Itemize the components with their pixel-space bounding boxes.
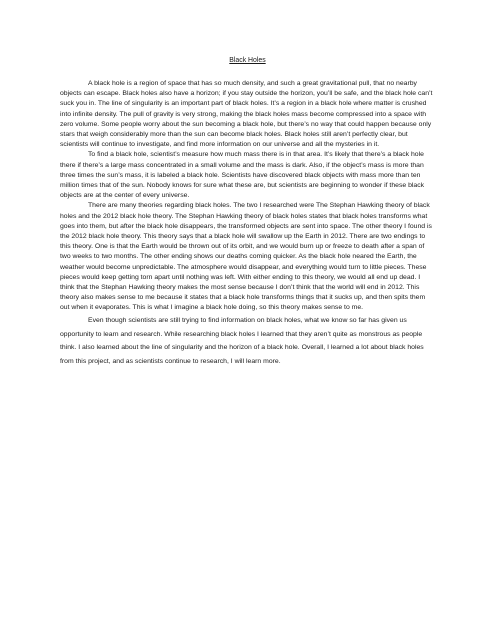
paragraph-conclusion: Even though scientists are still trying to find information on black holes, what we know so far has given us opportunity to learn and research. While researching black holes I learned that they aren’t quite as monstrous as people think. I also learned about the line of singularity and the horizon of a black hole. Overall, I learned a lot about black holes from this project, and as scientists continue to research, I will learn more. — [60, 316, 424, 366]
paragraph-definition: A black hole is a region of space that has so much density, and such a great gravitational pull, that no nearby objects can escape. Black holes also have a horizon; if you stay outside the horizon, you’ll be safe, and the black hole can’t suck you in. The line of singularity is an important part of black holes. It’s a region in a black hole where matter is crushed into infinite density. The pull of gravity is very strong, making the black holes mass become compressed into a space with zero volume. Some people worry about the sun becoming a black hole, but there’s no way that could happen because only stars that weigh considerably more than the sun can become black holes. Black holes still aren’t perfectly clear, but scientists will continue to investigate, and find more information on our universe and all the mysteries in it. — [60, 80, 433, 149]
document-title: Black Holes — [229, 57, 266, 64]
paragraph-finding-black-holes: To find a black hole, scientist’s measure how much mass there is in that area. It’s likely that there’s a black hole there if there’s a large mass concentrated in a small volume and the mass is dark. Also, if the object’s mass is more than three times the sun’s mass, it is labeled a black hole. Scientists have discovered black objects with mass more than ten million times that of the sun. Nobody knows for sure what these are, but scientists are beginning to wonder if these black objects are at the center of every universe. — [60, 151, 425, 200]
paragraph-theories: There are many theories regarding black holes. The two I researched were The Stephan Hawking theory of black holes and the 2012 black hole theory. The Stephan Hawking theory of black holes states that black holes transforms what goes into them, but after the black hole disappears, the transformed objects are sent into space. The other theory I found is the 2012 black hole theory. This theory says that a black hole will swallow up the Earth in 2012. There are two endings to this theory. One is that the Earth would be thrown out of its orbit, and we would burn up or freeze to death after a span of two weeks to two months. The other ending shows our deaths coming quicker. As the black hole neared the Earth, the weather would become unpredictable. The atmosphere would disappear, and everything would turn to little pieces. These pieces would keep getting torn apart until nothing was left. With either ending to this theory, we would all end up dead. I think that the Stephan Hawking theory makes the most sense because I don’t think that the world will end in 2012. This theory also makes sense to me because it states that a black hole transforms things that it sucks up, and then spits them out when it evaporates. This is what I imagine a black hole doing, so this theory makes sense to me. — [60, 202, 432, 312]
